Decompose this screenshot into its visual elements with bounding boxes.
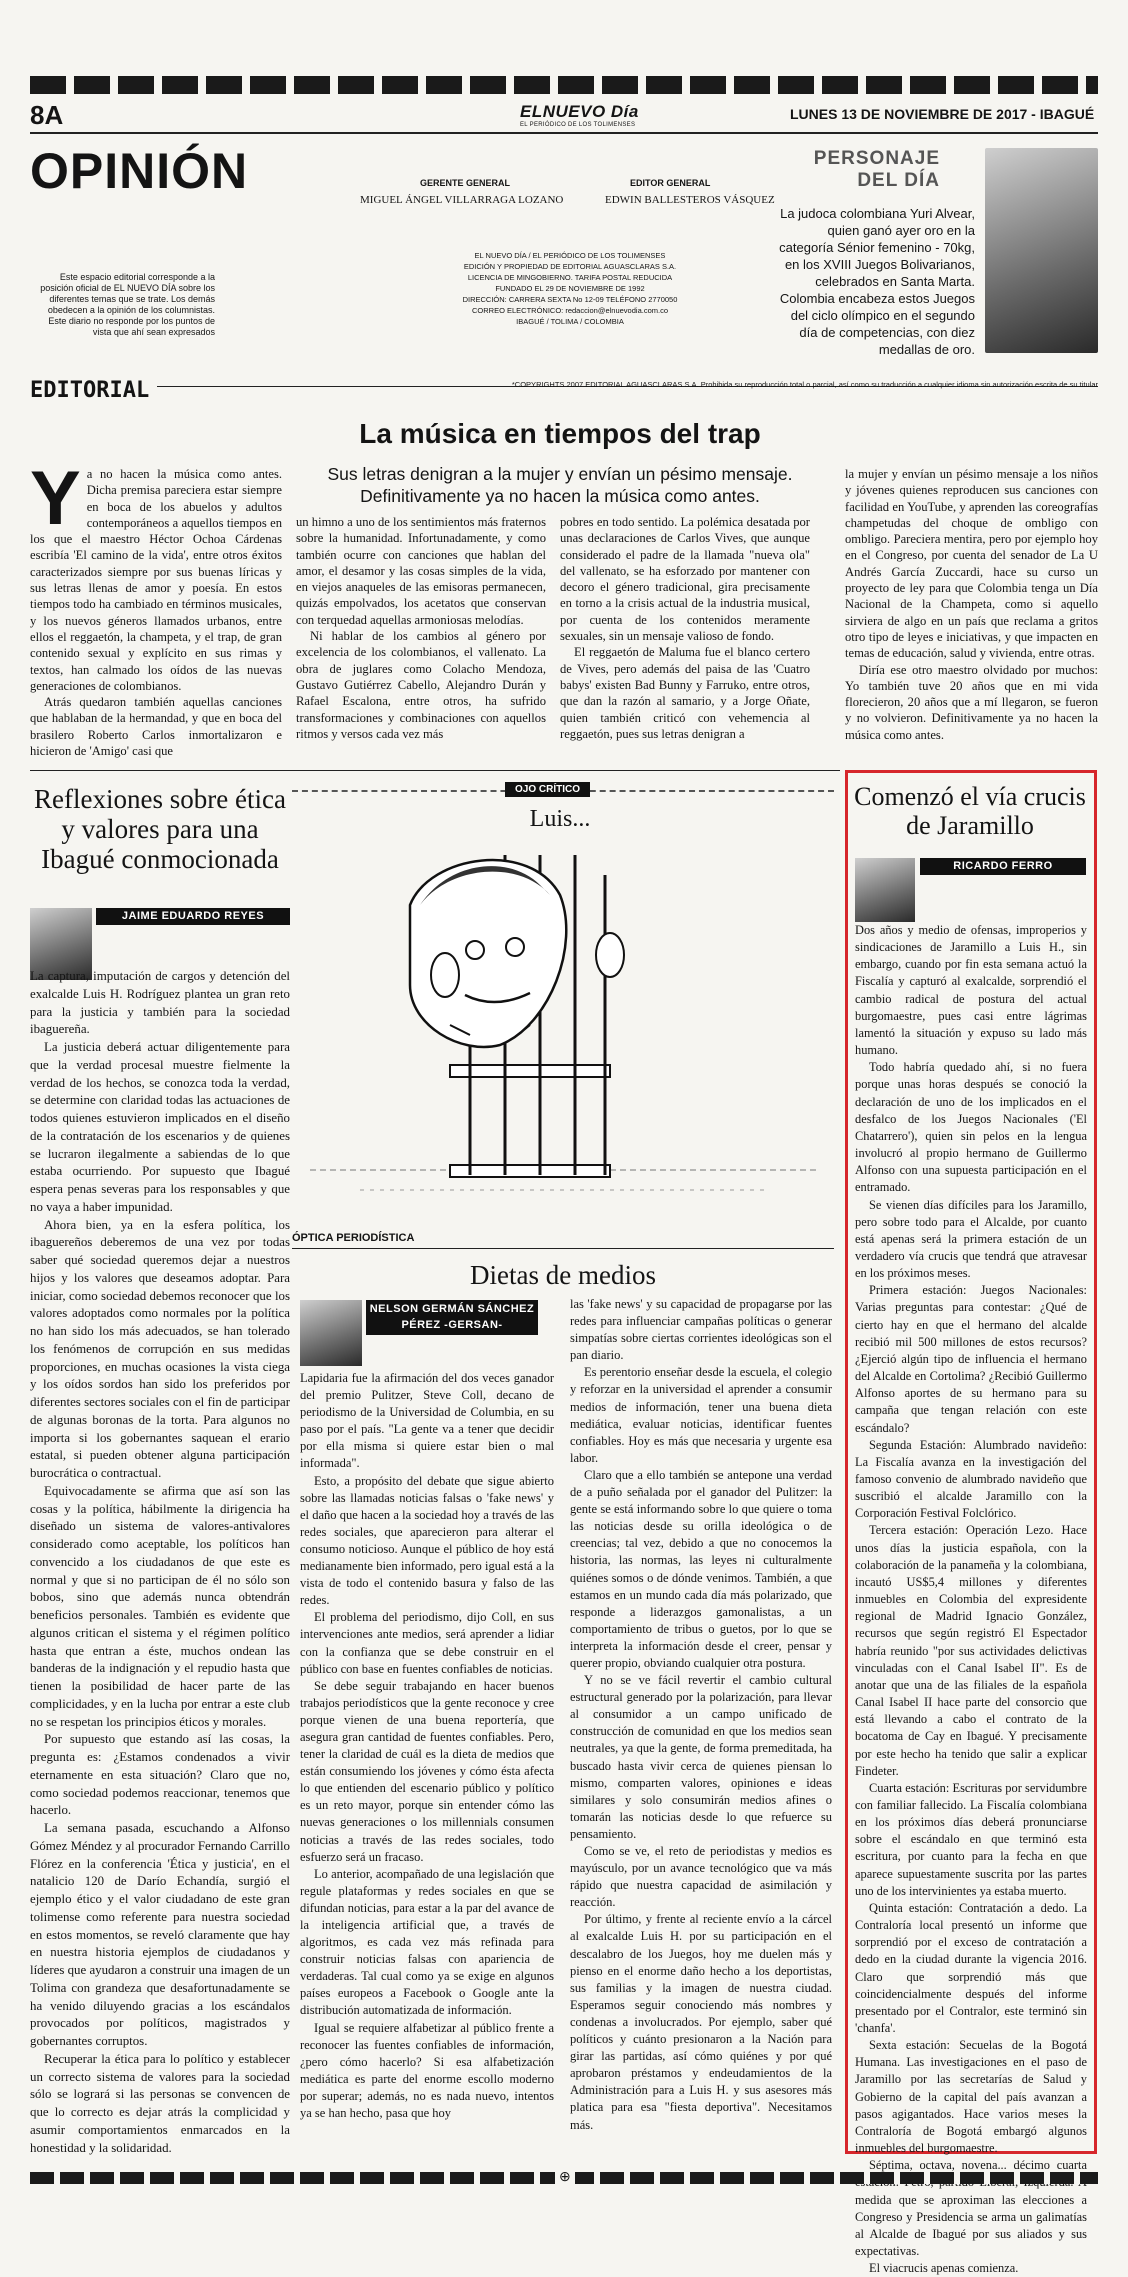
dropcap: Y — [30, 456, 81, 541]
paragraph: Todo habría quedado ahí, si no fuera porque unas horas después se conoció la declaración de uno de los implicados en el desfalco de los Juegos Nacionales ('El Chatarrero'), quien sin pelos en la lengua involucró al propio hermano de Guillermo Alfonso con una supuesta participación en el entramado. — [855, 1060, 1087, 1195]
masthead-info-line: IBAGUÉ / TOLIMA / COLOMBIA — [516, 317, 624, 326]
paragraph: Claro que a ello también se antepone una verdad de a puño señalada por el ganador del Pulitzer: la gente se está informando sobre lo que quiere o toma las noticias desde su orilla ideológica o de creencias; tal vez, debido a que no conocemos la historia, las normas, las leyes ni culturalmente quiénes somos o de dónde venimos. También, a que estamos en un mundo cada día más polarizado, que responde a liderazgos gamonalistas, a un comportamiento de tribus o guetos, por lo que se interpreta la información desde el creer, pensar y querer propio, obviando cualquier otra postura. — [570, 1467, 832, 1670]
paragraph: Séptima, octava, novena... décimo cuarta medida que se aproximan las elecciones a Congreso y Presidencia se arma un galimatías al Alcalde de Ibagué por sus aliados y sus expectativas. — [855, 2158, 1087, 2259]
personaje-title: PERSONAJE DEL DÍA — [813, 148, 940, 191]
jaramillo-headline: Comenzó el vía crucis de Jaramillo — [854, 782, 1086, 841]
paragraph: Dos años y medio de ofensas, improperios y sindicaciones de Jaramillo a Luis H., sin embargo, cuando por fin esta semana actuó la Fiscalía y capturó al exalcalde, sorprendió el cambio radical de postura del actual burgomaestre, pues casi entre lágrimas lamentó la situación y expuso su lado más humano. — [855, 923, 1087, 1058]
editorial-label: EDITORIAL — [30, 378, 157, 403]
reflexiones-headline: Reflexiones sobre ética y valores para una Ibagué conmocionada — [34, 784, 286, 875]
paragraph: Se vienen días difíciles para los Jaramillo, pero sobre todo para el Alcalde, por cuanto está apenas será la primera estación de un verdadero vía crucis que tendrá que atravesar en los próximos meses. — [855, 1197, 1087, 1281]
reflexiones-author: JAIME EDUARDO REYES — [96, 908, 290, 925]
editorial-column-2 — [296, 514, 546, 742]
optica-label: ÓPTICA PERIODÍSTICA — [292, 1232, 415, 1244]
author-photo — [300, 1300, 362, 1366]
paragraph: Equivocadamente se afirma que así son las cosas y la política, hábilmente la dirigencia ha diseñado un sistema de valores-antivalores considerado como aceptable, los políticos han convencido a los ciudadanos de que este es normal y que si no participan de él no sólo son bobos, sino que además nunca obtendrán beneficios personales. También es evidente que algunos critican el sistema y el régimen político hasta que entran a éste, muchos ondean las banderas de la indignación y el repudio hasta que tienen la posibilidad de hacer parte de las complicidades, y en la lucha por entrar a este club no se respetan los principios éticos y morales. — [30, 1483, 290, 1729]
dietas-column-2 — [570, 1296, 832, 2134]
reflexiones-body — [30, 968, 290, 2157]
paragraph: Quinta estación: Contratación a dedo. La Contraloría local presentó un informe que sorprendió por el exceso de contratación a dedo en la ciudad durante la vigencia 2016. Claro que sorprendió más que coincidencialmente después del informe presentado por el Contralor, este terminó sin 'chanfa'. — [855, 1900, 1087, 2035]
editorial-text: Ni hablar de los cambios al género por excelencia de los colombianos, el vallenato. La obra de juglares como Colacho Mendoza, Gustavo Gutiérrez Cabello, Alejandro Durán y Rafael Escalona, entre otros, ha sufrido transformaciones y combinaciones con aquellos ritmos y versos cada vez más — [296, 629, 546, 741]
caricature-title: Luis... — [529, 806, 591, 832]
paragraph: Primera estación: Juegos Nacionales: Varias preguntas para contestar: ¿Qué de cierto hay en que el hermano del alcalde recibió mil 500 millones de estos recursos? ¿Ejerció algún tipo de influencia el hermano del Alcalde en Cortolima? ¿Recibió Guillermo Alfonso aportes de su hermano para su campaña que tengan relación con este escándalo? — [855, 1283, 1087, 1435]
section-title: OPINIÓN — [30, 143, 249, 199]
dietas-headline: Dietas de medios — [470, 1260, 656, 1290]
editorial-text: pobres en todo sentido. La polémica desatada por unas declaraciones de Carlos Vives, que aunque considerado el padre de la llamada "nueva ola" del vallenato, se ha esforzado por mantener con decoro el género tradicional, gira precisamente en torno a la crisis actual de la industria musical, por cuenta de los contenidos meramente sexuales, sin un mensaje valioso de fondo. — [560, 515, 810, 644]
masthead-info-line: CORREO ELECTRÓNICO: redaccion@elnuevodia.com.co — [471, 306, 668, 315]
paragraph: Por último, y frente al reciente envío a la cárcel al exalcalde Luis H. por su participación en el descalabro de los Juegos, hoy me duelen más y pienso en el enorme daño hecho a los deportistas, sus familias y la imagen de nuestra ciudad. Esperamos seguir conociendo más nombres y condenas a involucrados. Por ejemplo, saber qué políticos y cuánto presionaron a la Nación para girar las partidas, así cómo quiénes y por qué aprobaron préstamos y endeudamientos de la Administración para a Luis H. y sus asesores más platica para esa "fiesta deportiva". Necesitamos más. — [570, 1912, 832, 2132]
editorial-text: la mujer y envían un pésimo mensaje a los niños y jóvenes quienes reproducen sus canciones con facilidad en YouTube, y aprenden las coreografías champetudas del choque de ombligo con ombligo. Pareciera mentira, pero por ejemplo hoy en el Congreso, por cuenta del senador de La U Andrés García Zuccardi, hace su curso un proyecto de ley para que Colombia tenga un Día Nacional de la Champeta, como si aquello sirviera de algo en un país que reclama a gritos otro tipo de leyes e iniciativas, y que impacten en temas de educación, salud y vivienda, entre otras. — [845, 467, 1098, 661]
paragraph: Como se ve, el reto de periodistas y medios es mayúsculo, por un avance tecnológico que va más rápido que nuestra capacidad de asimilación y reacción. — [570, 1844, 832, 1910]
paragraph: Tercera estación: Operación Lezo. Hace unos días la justicia española, con la colaboración de la panameña y la colombiana, incautó US$5,4 millones y diferentes inmuebles en Colombia del expresidente regional de Madrid Ignacio González, recursos que según registró El Espectador habría reunido "por sus actividades delictivas vinculadas con el Canal Isabel II". Es de anotar que una de las filiales de la española Canal Isabel II hace parte del consorcio que está llevando a cabo el contrato de la bocatoma de Cay en Ibagué. Y precisamente por este hecho ha tenido que salir a explicar Findeter. — [855, 1523, 1087, 1778]
editorial-column-1 — [30, 456, 282, 759]
masthead-info-line: EL NUEVO DÍA / EL PERIÓDICO DE LOS TOLIMENSES — [474, 251, 666, 260]
paragraph: las 'fake news' y su capacidad de propagarse por las redes para influenciar campañas políticas o generar simpatías sobre ciertas corrientes ideológicas son el pan diario. — [570, 1297, 832, 1363]
editorial-headline: La música en tiempos del trap — [359, 418, 761, 449]
masthead-info-line: DIRECCIÓN: CARRERA SEXTA No 12-09 TELÉFONO 2770050 — [462, 295, 678, 304]
paragraph: La justicia deberá actuar diligentemente para que la verdad procesal muestre fielmente la verdad de los hechos, se conozca toda la verdad, se determine con claridad todas las actuaciones de todos quienes estuvieron implicados en el diseño de la contratación de los escenarios y de quienes se lucraron ilegalmente a sabiendas de lo que estaba ocurriendo. Por supuesto que Ibagué espera penas severas para los responsables y que no vaya a haber impunidad. — [30, 1040, 290, 1214]
editorial-subhead: Sus letras denigran a la mujer y envían un pésimo mensaje. Definitivamente ya no hacen la música como antes. — [327, 464, 793, 506]
paragraph: Se debe seguir trabajando en hacer buenos trabajos periodísticos que la gente reconoce y cree porque vienen de una buena reportería, que asegura gran cantidad de fuentes confiables. Pero, tener la claridad de cuál es la dieta de medios que están consumiendo los jóvenes y cómo ésta afecta lo que entienden del escenario público y político es un reto mayor, porque sin entender cómo las nuevas generaciones o los millennials consumen noticias a través de las redes sociales, todo esfuerzo será un fracaso. — [300, 1678, 554, 1864]
paragraph: El problema del periodismo, dijo Coll, en sus intervenciones ante medios, será aprender a lidiar con la confianza que se debe construir en el público con base en fuentes confiables de noticias. — [300, 1610, 554, 1676]
paragraph: Es perentorio enseñar desde la escuela, el colegio y reforzar en la universidad el aprender a consumir medios de información, tener una buena dieta mediática, evaluar noticias, identificar fuentes confiables. Hoy es más que necesaria y urgente esa labor. — [570, 1365, 832, 1465]
editor-label: EDITOR GENERAL — [630, 178, 711, 188]
header-rule — [30, 132, 1098, 134]
gerente-name: MIGUEL ÁNGEL VILLARRAGA LOZANO — [360, 194, 564, 206]
dietas-column-1 — [300, 1370, 554, 2122]
paragraph: Ahora bien, ya en la esfera política, los ibaguereños deberemos de una vez por todas saber qué sociedad queremos dejar a nuestros hijos y los valores que deseamos adoptar. Para iniciar, como sociedad debemos reconocer que los valores adoptados como normales por la política no han sido los más adecuados, se han tolerado los fenómenos de corrupción en sus medidas proporciones, en muchas ocasiones la vista ciega y los oídos sordos han sido los preferidos por diferentes sectores sociales con el fin de participar de algunas boronas de la torta. Para algunos no importa si los gobernantes saquean el erario estatal, si pueden obtener alguna participación burocrática o contractual. — [30, 1217, 290, 1480]
personaje-photo — [985, 148, 1098, 353]
editorial-text: El reggaetón de Maluma fue el blanco certero de Vives, pero además del paisa de las 'Cuatro babys' existen Bad Bunny y Farruko, entre otros, que dan la razón al samario, y a Jorge Oñate, quien también criticó con vehemencia al reggaetón, pues sus letras denigran a — [560, 645, 810, 741]
paragraph: Y no se ve fácil revertir el cambio cultural estructural generado por la polarización, para llevar al consumidor a un campo unificado de construcción de comunidad en que los medios sean neutrales, ya que la gente, de forma premeditada, ha buscado hasta vivir cerca de quienes piensan lo mismo, comparten valores, opiniones e ideas similares y solo consumirán medios afines o tomarán las noticias desde lo que refuerce su pensamiento. — [570, 1673, 832, 1841]
paragraph: Lo anterior, acompañado de una legislación que regule plataformas y redes sociales en que se difundan noticias, para estar a la par del avance de la inteligencia artificial que, a través de algoritmos, es cada vez más refinada para construir noticias falsas con apariencia de verdaderas. Tal cual como ya se exige en algunos países europeos a Facebook o Google ante la distribución automatizada de información. — [300, 1866, 554, 2018]
caricature-drawing — [300, 835, 835, 1205]
brand-tagline: EL PERIÓDICO DE LOS TOLIMENSES — [520, 122, 636, 128]
masthead-info-line: EDICIÓN Y PROPIEDAD DE EDITORIAL AGUASCLARAS S.A. — [463, 262, 677, 271]
paragraph: Cuarta estación: Escrituras por servidumbre con familiar fallecido. La Fiscalía colombiana en los próximos días deberá pronunciarse sobre el escándalo en que terminó esta escritura, por cuanto para la fecha en que aparece supuestamente suscrita por las partes uno de los intervinientes ya estaba muerto. — [855, 1780, 1087, 1898]
paragraph: Esto, a propósito del debate que sigue abierto sobre las llamadas noticias falsas o 'fake news' y el daño que hacen a la sociedad hoy a través de las redes sociales, que aparecieron para alterar el consumo noticioso. Aunque el público de hoy está medianamente bien informado, pero igual está a la vista de todo el contenido basura y falso de las redes. — [300, 1473, 554, 1608]
masthead-info-line: FUNDADO EL 29 DE NOVIEMBRE DE 1992 — [495, 284, 645, 293]
top-decorative-strip — [30, 76, 1098, 94]
editorial-disclaimer: Este espacio editorial corresponde a la posición oficial de EL NUEVO DÍA sobre los diferentes temas que se trate. Los demás obedecen a la opinión de los columnistas. Este diario no responde por los puntos de vista que ahí sean expresados — [40, 272, 215, 337]
jaramillo-body — [855, 922, 1087, 2277]
editorial-text: un himno a uno de los sentimientos más fraternos sobre la humanidad. Infortunadamente, y como también ocurre con canciones que hablan del amor, el desamor y las cosas simples de la vida, en viejos anaqueles de las emisoras permanecen, quizás empolvados, los acetatos que conservan con terquedad aquellas armoniosas melodías. — [296, 515, 546, 627]
paragraph: La captura, imputación de cargos y detención del exalcalde Luis H. Rodríguez plantea un gran reto para la justicia y también para la sociedad ibaguereña. — [30, 969, 290, 1037]
copyright-line: *COPYRIGHTS 2007 EDITORIAL AGUASCLARAS S.A. Prohibida su reproducción total o parcial, así como su traducción a cualquier idioma sin autorización escrita de su titular — [511, 380, 1098, 389]
brand-logo: ELNUEVO Día — [520, 102, 639, 121]
masthead-info-line: LICENCIA DE MINGOBIERNO. TARIFA POSTAL REDUCIDA — [467, 273, 673, 282]
editor-name: EDWIN BALLESTEROS VÁSQUEZ — [605, 194, 775, 206]
ojo-critico-label: OJO CRÍTICO — [505, 782, 590, 797]
date-line: LUNES 13 DE NOVIEMBRE DE 2017 - IBAGUÉ — [790, 106, 1095, 122]
personaje-text: La judoca colombiana Yuri Alvear, quien ganó ayer oro en la categoría Sénior femenino - 70kg, en los XVIII Juegos Bolivarianos, celebrados en Santa Marta. Colombia encabeza estos Juegos del ciclo olímpico en el segundo día de competencias, con diez medallas de oro. — [779, 206, 975, 357]
paragraph: Segunda Estación: Alumbrado navideño: La Fiscalía avanza en la investigación del famoso convenio de alumbrado navideño que suscribió el alcalde Jaramillo con la Corporación Festival Folclórico. — [855, 1437, 1087, 1521]
editorial-bottom-rule — [30, 770, 840, 771]
paragraph: Por supuesto que estando así las cosas, la pregunta es: ¿Estamos condenados a vivir eternamente en esta situación? Claro que no, como sociedad podemos reaccionar, tenemos que hacerlo. — [30, 1732, 290, 1818]
crosshair-icon: ⊕ — [555, 2168, 575, 2185]
editorial-text: Diría ese otro maestro olvidado por muchos: Yo también tuve 20 años que en mi vida florecieron, 20 años que a mí llegaron, se fueron y no volvieron. Definitivamente ya no hacen la música como antes. — [845, 662, 1098, 742]
optica-rule — [292, 1248, 834, 1249]
paragraph: Recuperar la ética para lo político y establecer un correcto sistema de valores para la sociedad sólo se logrará si las personas se convencen de que lo correcto es dejar atrás la complicidad y asumir comportamientos enmarcados en la honestidad y la solidaridad. — [30, 2051, 290, 2155]
editorial-text: a no hacen la música como antes. Dicha premisa pareciera estar siempre en boca de los abuelos y adultos contemporáneos a aquellos tiempos en los que el maestro Héctor Ochoa Cárdenas escribía 'El camino de la vida', entre otros éxitos caracterizados siempre por sus buenas líricas y sus letras llenas de amor y poesía. En estos tiempos todo ha cambiado en términos musicales, y los nuevos géneros llamados urbanos, entre ellos el reggaetón, la champeta, y el trap, de gran contenido sexual y explícito en sus rimas y textos, han calmado los oídos de las nuevas generaciones de colombianos. — [30, 467, 282, 693]
editorial-column-4 — [845, 466, 1098, 743]
gerente-label: GERENTE GENERAL — [420, 178, 511, 188]
editorial-column-3 — [560, 514, 810, 742]
dietas-author: NELSON GERMÁN SÁNCHEZ PÉREZ -GERSAN- — [366, 1300, 538, 1335]
page-number: 8A — [30, 100, 64, 130]
paragraph: La semana pasada, escuchando a Alfonso Gómez Méndez y al procurador Fernando Carrillo Flórez en la conferencia 'Ética y justicia', en el natalicio 120 de Darío Echandía, surgió el ejemplo ético y el valor ciudadano de este gran tolimense como referente para nuestra sociedad en estos momentos, se reveló claramente que hay en nuestra historia ejemplos de ciudadanos y líderes que ayudaron a construir una imagen de un Tolima con grandeza que desafortunadamente se ha venido diluyendo gracias a los escándalos provocados por políticos, magistrados y gobernantes corruptos. — [30, 1821, 290, 2048]
jaramillo-author: RICARDO FERRO — [920, 858, 1086, 875]
author-photo — [855, 858, 915, 922]
paragraph: Igual se requiere alfabetizar al público frente a reconocer las fuentes confiables de información, ¿pero cómo hacerlo? Si esa alfabetización mediática es parte del enorme escollo moderno por superar; además, no es nada nuevo, intentos ya se han hecho, pasa que hoy — [300, 2020, 554, 2121]
paragraph: Lapidaria fue la afirmación del dos veces ganador del premio Pulitzer, Steve Coll, decano de periodismo de la Universidad de Columbia, en su paso por el país. "La gente va a tener que decidir por ella misma si quiere estar bien o mal informada". — [300, 1371, 554, 1471]
paragraph: Sexta estación: Secuelas de la Bogotá Humana. Las investigaciones en el paso de Jaramillo por las secretarías de Salud y Gobierno de la capital del país avanzan a pasos agigantados. Hace varios meses la Contraloría de Bogotá embargó algunos inmuebles del burgomaestre. — [855, 2038, 1087, 2156]
masthead-info — [420, 250, 720, 327]
paragraph: El viacrucis apenas comienza. — [869, 2261, 1019, 2276]
editorial-text: Atrás quedaron también aquellas canciones que hablaban de la hermandad, y que en boca del brasilero Roberto Carlos inmortalizaron e hicieron de 'Amigo' casi que — [30, 695, 282, 759]
